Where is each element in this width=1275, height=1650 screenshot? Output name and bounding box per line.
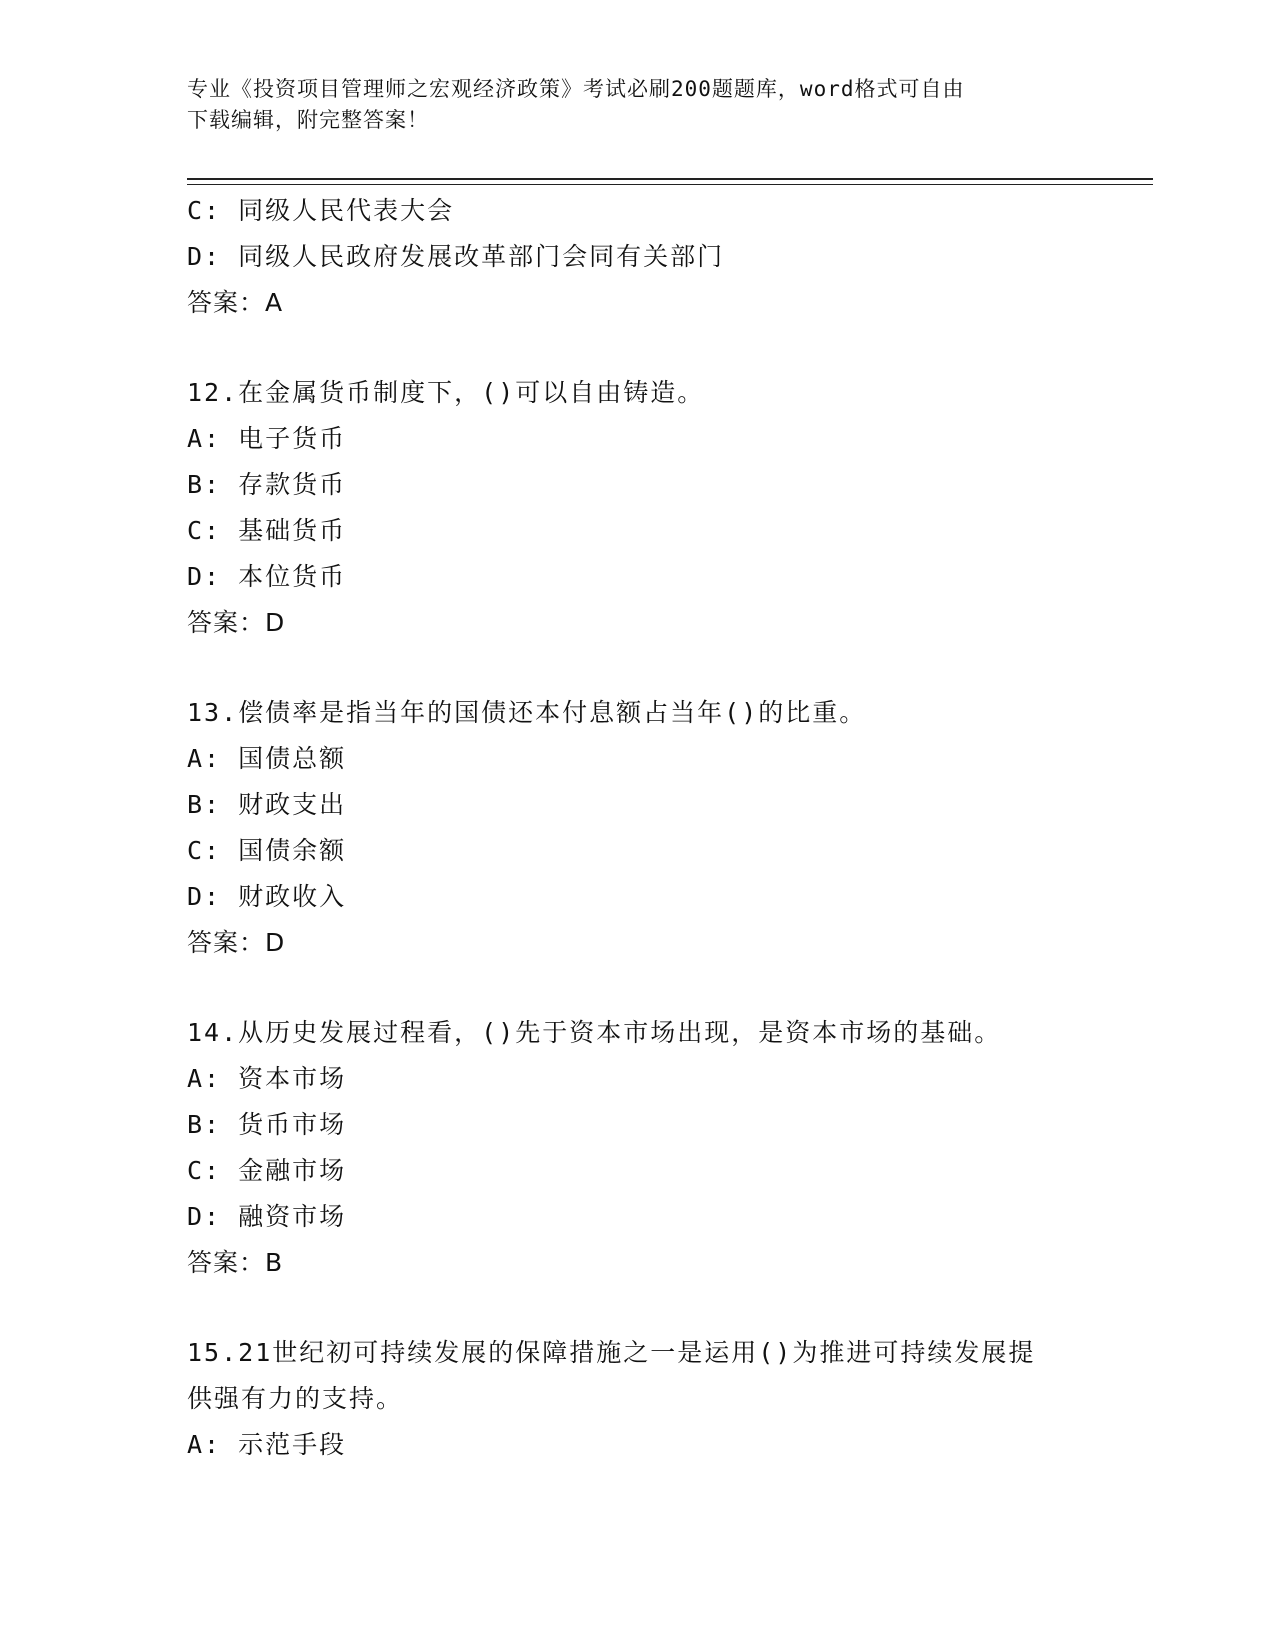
header-line-2: 下载编辑，附完整答案！ bbox=[187, 108, 429, 132]
question-stem-line-1: 15.21世纪初可持续发展的保障措施之一是运用()为推进可持续发展提 bbox=[187, 1338, 1036, 1367]
option-a: A: 电子货币 bbox=[187, 424, 347, 453]
spacer bbox=[187, 646, 1087, 690]
option-c: C: 基础货币 bbox=[187, 516, 347, 545]
question-13 bbox=[187, 690, 1087, 966]
question-14 bbox=[187, 1010, 1087, 1286]
option-c: C: 同级人民代表大会 bbox=[187, 196, 455, 225]
option-d: D: 融资市场 bbox=[187, 1202, 347, 1231]
spacer bbox=[187, 1286, 1087, 1330]
option-a: A: 资本市场 bbox=[187, 1064, 347, 1093]
option-b: B: 财政支出 bbox=[187, 790, 347, 819]
question-11-continued bbox=[187, 188, 1087, 326]
option-d: D: 财政收入 bbox=[187, 882, 347, 911]
answer-line: 答案：A bbox=[187, 288, 284, 317]
option-b: B: 货币市场 bbox=[187, 1110, 347, 1139]
question-list bbox=[187, 188, 1087, 1468]
question-stem: 12.在金属货币制度下，()可以自由铸造。 bbox=[187, 378, 705, 407]
question-stem: 14.从历史发展过程看，()先于资本市场出现，是资本市场的基础。 bbox=[187, 1018, 1002, 1047]
answer-line: 答案：D bbox=[187, 608, 286, 637]
option-c: C: 金融市场 bbox=[187, 1156, 347, 1185]
option-d: D: 本位货币 bbox=[187, 562, 347, 591]
option-a: A: 示范手段 bbox=[187, 1430, 347, 1459]
option-d: D: 同级人民政府发展改革部门会同有关部门 bbox=[187, 242, 725, 271]
option-b: B: 存款货币 bbox=[187, 470, 347, 499]
question-15 bbox=[187, 1330, 1087, 1468]
question-stem: 13.偿债率是指当年的国债还本付息额占当年()的比重。 bbox=[187, 698, 867, 727]
document-header bbox=[187, 74, 1067, 136]
option-a: A: 国债总额 bbox=[187, 744, 347, 773]
spacer bbox=[187, 966, 1087, 1010]
header-line-1: 专业《投资项目管理师之宏观经济政策》考试必刷200题题库，word格式可自由 bbox=[187, 77, 965, 101]
option-c: C: 国债余额 bbox=[187, 836, 347, 865]
answer-line: 答案：D bbox=[187, 928, 286, 957]
answer-line: 答案：B bbox=[187, 1248, 284, 1277]
spacer bbox=[187, 326, 1087, 370]
header-divider-thick bbox=[187, 178, 1153, 180]
question-stem-line-2: 供强有力的支持。 bbox=[187, 1384, 404, 1413]
header-divider-thin bbox=[187, 184, 1153, 185]
question-12 bbox=[187, 370, 1087, 646]
